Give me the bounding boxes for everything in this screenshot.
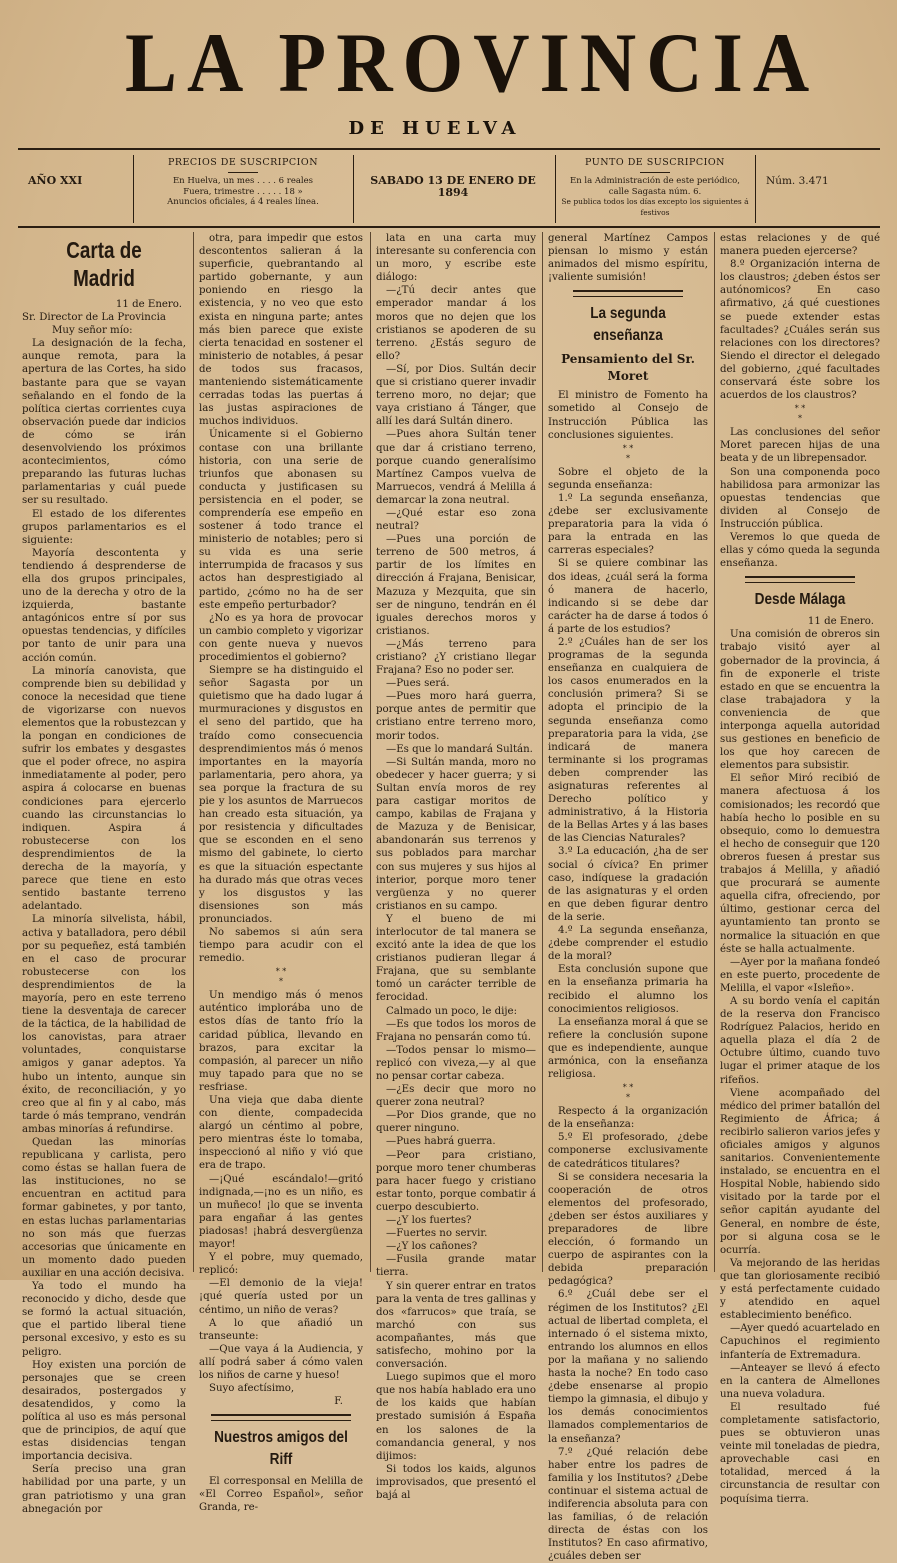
paragraph: El corresponsal en Melilla de «El Correo Español», señor Granda, re- xyxy=(199,1476,363,1514)
paragraph: lata en una carta muy interesante su conferencia con un moro, y escribe este diálogo: xyxy=(376,233,536,284)
ornament-rule xyxy=(211,1414,351,1421)
paragraph: Sería preciso una gran habilidad por una parte, y un gran patriotismo y una gran abnegación por xyxy=(22,1464,186,1515)
paragraph: El ministro de Fomento ha sometido al Consejo de Instrucción Pública las conclusiones siguientes. xyxy=(548,390,708,441)
dateline: 11 de Enero. xyxy=(115,299,182,310)
paragraph: La enseñanza moral á que se refiere la conclusión supone que es independiente, aunque armónica, con la enseñanza religiosa. xyxy=(548,1016,708,1081)
info-bottom-rule xyxy=(18,226,880,228)
info-divider xyxy=(353,155,354,223)
headline-carta-de-madrid: Carta de Madrid xyxy=(66,237,142,291)
year-label: AÑO XXI xyxy=(28,174,83,187)
paragraph: No sabemos si aún sera tiempo para acudir con el remedio. xyxy=(199,926,363,965)
column-2 xyxy=(199,232,363,1514)
column-1 xyxy=(22,232,186,1515)
paragraph: Si se considera necesaria la cooperación de otros elementos del profesorado, ¿deben ser éstos auxiliares y preparadores de libre elección, ó formando un cuerpo de aspirantes con la debida preparación pedagógica? xyxy=(548,1171,708,1288)
paragraph: —Pues una porción de terreno de 500 metros, á partir de los límites en dirección á Frajana, Benisicar, Mazuza y Mezquita, que sin ser de ninguno, tendrán en él iguales derechos moros y cristianos. xyxy=(376,534,536,637)
paragraph: estas relaciones y de qué manera pueden ejercerse? xyxy=(720,233,880,258)
subscription-point-box xyxy=(560,153,750,225)
paragraph: A lo que añadió un transeunte: xyxy=(199,1317,363,1342)
section-stars-ornament: * * * xyxy=(275,967,287,987)
paragraph: Calmado un poco, le dije: xyxy=(386,1005,518,1017)
paragraph: Luego supimos que el moro que nos había hablado era uno de los kaids que habían prestado sumisión á España en los salones de la comandancia general, y nos dijimos: xyxy=(376,1372,536,1462)
paragraph: Viene acompañado del médico del primer batallón del Regimiento de África; á recibirlo salieron varios jefes y oficiales amigos y algunos sanitarios. Convenientemente instalado, se encuentra en el Hospital Noble, habiendo sido visitado por la tarde por el señor capitán ayudante del General, en nombre de éste, por si alguna cosa se le ocurría. xyxy=(720,1087,880,1256)
paragraph: 5.º El profesorado, ¿debe componerse exclusivamente de catedráticos titulares? xyxy=(548,1132,708,1170)
paragraph: Únicamente si el Gobierno contase con una brillante historia, con una serie de triunfos que abonasen su conducta y justificasen su persistencia en el poder, se comprendería ese empeño en sostener á todo trance el ministerio de notables; pero si su vida es una serie interrumpida de fracasos y sus actos han desprestigiado al partido, ¿cómo no ha de ser este empeño perturbador? xyxy=(199,429,363,611)
paragraph: Quedan las minorías republicana y carlista, pero como éstas se hallan fuera de las instituciones, no se encuentran en actitud para formar gabinetes, y por tanto, en estas luchas parlamentarias no son más que fuerzas accesorias que únicamente en un momento dado pueden auxiliar en una acción decisiva. xyxy=(22,1137,186,1279)
subheadline-pensamiento-moret: Pensamiento del Sr. Moret xyxy=(561,352,695,384)
paragraph: 2.º ¿Cuáles han de ser los programas de la segunda enseñanza en cualquiera de los casos enumerados en la conclusión primera? Si se adopta el principio de la segunda enseñanza como preparatoria para la vida, ¿se indicará de manera terminante si los programas deben comprender las asignaturas referentes al Derecho político y administrativo, á la Historia de la Bellas Artes y á las bases de las Ciencias Naturales? xyxy=(548,636,708,845)
top-rule xyxy=(18,148,880,150)
info-bar xyxy=(18,153,880,225)
paragraph: ¿No es ya hora de provocar un cambio completo y vigorizar con gente nueva y nuevos procedimientos el gobierno? xyxy=(199,612,363,663)
paragraph: —Peor para cristiano, porque moro tener chumberas para hacer fuego y cristiano estar tonto, porque combatir á cuerpo descubierto. xyxy=(376,1149,536,1213)
paragraph: Las conclusiones del señor Moret parecen hijas de una beata y de un librepensador. xyxy=(720,427,880,465)
paragraph: 1.º La segunda enseñanza, ¿debe ser exclusivamente preparatoria para la vida ó para la entrada en las carreras especiales? xyxy=(548,492,708,557)
paragraph: —¿Es decir que moro no querer zona neutral? xyxy=(376,1084,536,1109)
paragraph: Y sin querer entrar en tratos para la venta de tres gallinas y dos «farrucos» que traía, se marchó con sus acompañantes, más que satisfecho, mohino por la conversación. xyxy=(376,1280,536,1371)
section-stars-ornament: * * * xyxy=(622,443,634,463)
paragraph: La minoría canovista, que comprende bien su debilidad y conoce la necesidad que tiene de vigorizarse con nuevos elementos que la robustezcan y la pongan en condiciones de sufrir los embates y desgastes que el poder ofrece, no aspira inmediatamente al poder, pero aspira á colocarse en buenas condiciones para ejercerlo cuando las circunstancias lo indiquen. Aspira á robustecerse con los desprendimientos de la derecha de la mayoría, y parece que tiene en esto sentido bastante terreno adelantado. xyxy=(22,665,186,913)
prices-line-2: Fuera, trimestre . . . . . 18 » xyxy=(183,186,303,197)
paragraph: —Todos pensar lo mismo—replicó con viveza,—y al que no pensar cortar cabeza. xyxy=(376,1044,536,1082)
paragraph: —Ayer por la mañana fondeó en este puerto, procedente de Melilla, el vapor «Isleño». xyxy=(720,956,880,994)
divider xyxy=(228,172,258,173)
paragraph: Veremos lo que queda de ellas y cómo queda la segunda enseñanza. xyxy=(720,531,880,570)
paragraph: El estado de los diferentes grupos parlamentarios es el siguiente: xyxy=(22,508,186,546)
ornament-rule xyxy=(573,290,683,297)
paragraph: —Por Dios grande, que no querer ninguno. xyxy=(376,1110,536,1135)
point-line-1: En la Administración de este periódico, xyxy=(570,176,740,186)
section-stars-ornament: * * * xyxy=(794,404,806,424)
paragraph: Y el pobre, muy quemado, replicó: xyxy=(199,1252,363,1277)
headline-nuestros-amigos-del-riff: Nuestros amigos del Riff xyxy=(214,1429,348,1469)
paragraph: 3.º La educación, ¿ha de ser social ó cívica? En primer caso, indíquese la gradación de las asignaturas y el orden en que deben figurar dentro de la serie. xyxy=(548,846,708,923)
paragraph: La minoría silvelista, hábil, activa y batalladora, pero débil por su pequeñez, está también en el caso de procurar robustecerse con los desprendimientos de la mayoría, pero en este terreno tiene la desventaja de carecer de la táctica, de la habilidad de los canovistas, para atraer voluntades, conquistarse amigos y ganar adeptos. Ya hubo un intento, aunque sin éxito, de reconciliación, y yo creo que al fin y al cabo, más tarde ó más temprano, vendrán ambas minorías á refundirse. xyxy=(22,914,186,1135)
paragraph: 8.º Organización interna de los claustros; ¿deben éstos ser autónomicos? En caso afirmativo, ¿á qué cuestiones se puede extender estas facultades? ¿Cuáles serán sus relaciones con los directores? Siendo el director el delegado del gobierno, ¿qué facultades conservará éste sobre los acuerdos de los claustros? xyxy=(720,259,880,402)
prices-box xyxy=(138,153,348,225)
paragraph: general Martínez Campos piensan lo mismo y están animados del mismo espíritu, ¡valiente sumisión! xyxy=(548,233,708,284)
paragraph: Si se quiere combinar las dos ideas, ¿cuál será la forma ó manera de hacerlo, indicando si se debe dar carácter ha de darse á todos ó á parte de los estudios? xyxy=(548,558,708,635)
newspaper-title: LA PROVINCIA xyxy=(125,15,820,110)
paragraph: Ya todo el mundo ha reconocido y dicho, desde que se formó la actual situación, que el partido liberal tiene personal excesivo, y esto es su peligro. xyxy=(22,1281,186,1358)
info-divider xyxy=(755,155,756,223)
paragraph: Una vieja que daba diente con diente, compadecida alargó un céntimo al pobre, pero mientras éste lo tomaba, inspeccionó al niño y vió que era de trapo. xyxy=(199,1095,363,1172)
prices-line-3: Anuncios oficiales, á 4 reales línea. xyxy=(167,197,319,207)
headline-la-segunda-ensenanza: La segunda enseñanza xyxy=(590,305,666,345)
paragraph: Siempre se ha distinguido el señor Sagasta por un quietismo que ha dado lugar á murmuraciones y disgustos en el seno del partido, que ha traído como consecuencia desprendimientos más ó menos importantes en la mayoría parlamentaria, pero ahora, ya sea porque la fractura de su pie y los asuntos de Marruecos han creado esta situación, ya por resistencia y dificultades que se esconden en el seno mismo del gabinete, lo cierto es que la situación espectante ha durado más que otras veces y los disgustos y las disensiones son más pronunciados. xyxy=(199,665,363,925)
paragraph: —Pues habrá guerra. xyxy=(386,1136,496,1148)
prices-line-1: En Huelva, un mes . . . . 6 reales xyxy=(172,176,314,186)
paragraph: 4.º La segunda enseñanza, ¿debe comprender el estudio de la moral? xyxy=(548,925,708,963)
column-3 xyxy=(376,232,536,1501)
column-divider xyxy=(370,232,371,1272)
paragraph: —Es que lo mandará Sultán. xyxy=(386,743,533,755)
paragraph: —Fusila grande matar tierra. xyxy=(376,1254,536,1279)
prices-title: PRECIOS DE SUSCRIPCION xyxy=(167,157,319,168)
salutation: Sr. Director de La Provincia xyxy=(22,312,166,324)
dateline: 11 de Enero. xyxy=(807,616,874,628)
paragraph: Va mejorando de las heridas que tan gloriosamente recibió y está perfectamente cuidado y atendido en aquel establecimiento benéfico. xyxy=(720,1257,880,1322)
ornament-rule xyxy=(745,576,855,583)
paragraph: —Pues ahora Sultán tener que dar á cristiano terreno, porque cuando generalísimo Martínez Campos vuelva de Marruecos, vendrá á Melilla á demarcar la zona neutral. xyxy=(376,429,536,506)
paragraph: Esta conclusión supone que en la enseñanza primaria ha recibido el alumno los conocimientos religiosos. xyxy=(548,964,708,1015)
issue-number: Núm. 3.471 xyxy=(766,175,829,187)
signature: F. xyxy=(334,1396,343,1408)
salutation-2: Muy señor mío: xyxy=(52,325,133,337)
paragraph: Y el bueno de mi interlocutor de tal manera se excitó ante la idea de que los cristianos pudieran llegar á Frajana, que su semblante tomó un carácter terrible de ferocidad. xyxy=(376,913,536,1004)
paragraph: otra, para impedir que estos descontentos salieran á la superficie, quebrantando al partido gobernante, y aun poniendo en riesgo la existencia, y no veo que esto exista en ninguna parte; antes más bien parece que existe cierta tenacidad en sostener el ministerio de notables, á pesar de todos sus fracasos, manteniendo sistemáticamente cerradas todas las puertas á las justas aspiraciones de muchos individuos. xyxy=(199,233,363,428)
info-divider xyxy=(555,155,556,223)
point-line-2: calle Sagasta núm. 6. xyxy=(608,186,702,197)
paragraph: 7.º ¿Qué relación debe haber entre los padres de familia y los Institutos? ¿Debe continuar el sistema actual de indiferencia absoluta para con las familias, ó de relación directa de éstas con los Institutos? En caso afirmativo, ¿cuáles deben ser xyxy=(548,1446,708,1563)
paragraph: El señor Miró recibió de manera afectuosa á los comisionados; les recordó que había hecho lo posible en su obsequio, como lo demuestra el hecho de conseguir que 120 obreros fuesen á prestar sus trabajos á Melilla, y añadió que procurará se aumente aquella cifra, ofreciendo, por último, gestionar cerca del ayuntamiento tan pronto se normalice la situación en que éste se halla actualmente. xyxy=(720,773,880,955)
masthead xyxy=(0,8,897,139)
paragraph: —Es que todos los moros de Frajana no pensarán como tú. xyxy=(376,1018,536,1043)
headline-desde-malaga: Desde Málaga xyxy=(754,591,846,609)
paragraph: —¡Qué escándalo!—gritó indignada,—¡no es un niño, es un muñeco! ¡lo que se inventa para engañar á las gentes piadosas! ¡habrá desvergüenza mayor! xyxy=(199,1173,363,1251)
paragraph: —Que vaya á la Audiencia, y allí podrá saber á cómo valen los niños de carne y hueso! xyxy=(199,1343,363,1381)
paragraph: —Fuertes no servir. xyxy=(386,1228,488,1240)
point-line-3: Se publica todos los días excepto los siguientes á festivos xyxy=(561,197,749,217)
paragraph: —Pues moro hará guerra, porque antes de permitir que cristiano entre terreno moro, morir todos. xyxy=(376,691,536,742)
column-divider xyxy=(714,232,715,1272)
column-divider xyxy=(542,232,543,1272)
paragraph: —¿Y los cañones? xyxy=(386,1241,478,1253)
issue-date: SABADO 13 DE ENERO DE 1894 xyxy=(370,174,536,199)
paragraph: Sobre el objeto de la segunda enseñanza: xyxy=(548,466,708,491)
paragraph: —¿Qué estar eso zona neutral? xyxy=(376,507,536,533)
paragraph: 6.º ¿Cuál debe ser el régimen de los Institutos? ¿El actual de libertad completa, el internado ó el sistema mixto, entrando los alumnos en ellos por la mañana y no saliendo hasta la noche? En todo caso ¿debe ensenarse al propio tiempo la gimnasia, el dibujo y los demás conocimientos llamados complementarios de la enseñanza? xyxy=(548,1289,708,1445)
newspaper-subtitle: DE HUELVA xyxy=(348,118,522,139)
paragraph: Si todos los kaids, algunos improvisados, que presentó el bajá al xyxy=(376,1463,536,1501)
paragraph: Hoy existen una porción de personajes que se creen desairados, postergados y desatendidos, y como la política al uso es más personal que de principios, de aquí que estas disidencias tengan importancia decisiva. xyxy=(22,1359,186,1463)
paragraph: —Sí, por Dios. Sultán decir que si cristiano querer invadir terreno moro, no dejar; que vaya cristiano á Tánger, que allí les dará Sultán dinero. xyxy=(376,363,536,428)
point-title: PUNTO DE SUSCRIPCION xyxy=(585,157,725,168)
column-divider xyxy=(193,232,194,1272)
paragraph: —¿Y los fuertes? xyxy=(386,1215,472,1227)
paragraph: Una comisión de obreros sin trabajo visitó ayer al gobernador de la provincia, á fin de exponerle el triste estado en que se encuentra la clase trabajadora y la conveniencia de que interponga aquella autoridad sus gestiones en beneficio de los que hoy carecen de elementos para subsistir. xyxy=(720,629,880,772)
paragraph: La designación de la fecha, aunque remota, para la apertura de las Cortes, ha sido bastante para que se vayan señalando en el fondo de la política ciertas corrientes cuya observación puede dar indicios de cómo se irán desenvolviendo los próximos acontecimientos, cómo preparando las futuras luchas parlamentarias y cuál puede ser su resultado. xyxy=(22,338,186,507)
paragraph: El resultado fué completamente satisfactorio, pues se obtuvieron unas veinte mil toneladas de piedra, aprovechable casi en totalidad, merced á la circunstancia de resultar con poquísima tierra. xyxy=(720,1401,880,1505)
divider xyxy=(640,172,670,173)
column-5 xyxy=(720,232,880,1505)
paragraph: —¿Tú decir antes que emperador mandar á los moros que no dejen que los cristianos se apoderen de su terreno. ¿Estás seguro de ello? xyxy=(376,285,536,362)
paragraph: Suyo afectísimo, xyxy=(209,1383,295,1395)
paragraph: —Si Sultán manda, moro no obedecer y hacer guerra; y si Sultan envía moros de rey para castigar moritos de campo, kabilas de Frajana y de Mazuza y de Benisicar, abandonarán sus terrenos y sus poblados para marchar con sus mujeres y sus hijos al interior, porque moro tener vergüenza y no querer cristianos en su campo. xyxy=(376,756,536,912)
paragraph: —Ayer quedó acuartelado en Capuchinos el regimiento infantería de Extremadura. xyxy=(720,1323,880,1361)
paragraph: —El demonio de la vieja! ¡qué quería usted por un céntimo, un niño de veras? xyxy=(199,1278,363,1316)
paragraph: Respecto á la organización de la enseñanza: xyxy=(548,1106,708,1131)
paragraph: —Anteayer se llevó á efecto en la cantera de Almellones una nueva voladura. xyxy=(720,1362,880,1400)
paragraph: Son una componenda poco habilidosa para armonizar las opuestas tendencias que dividen al Consejo de Instrucción pública. xyxy=(720,466,880,530)
column-4 xyxy=(548,232,708,1563)
paragraph: Mayoría descontenta y tendiendo á desprenderse de ella dos grupos principales, uno de la derecha y otro de la izquierda, bastante antagónicos entre sí por sus opuestas tendencias, y difíciles por tanto de unir para una acción común. xyxy=(22,547,186,664)
paragraph: A su bordo venía el capitán de la reserva don Francisco Rodríguez Palacios, herido en aquella plaza el día 2 de Octubre último, cuando tuvo lugar el primer ataque de los rifeños. xyxy=(720,995,880,1086)
section-stars-ornament: * * * xyxy=(622,1083,634,1103)
info-divider xyxy=(133,155,134,223)
paragraph: —¿Más terreno para cristiano? ¿Y cristiano llegar Frajana? Eso no poder ser. xyxy=(376,638,536,677)
paragraph: —Pues será. xyxy=(386,678,450,690)
paragraph: Un mendigo más ó menos auténtico implorába uno de estos días de tanto frío la caridad pública, llevando en brazos, para excitar la compasión, al parecer un niño muy tapado para que no se resfriase. xyxy=(199,990,363,1093)
